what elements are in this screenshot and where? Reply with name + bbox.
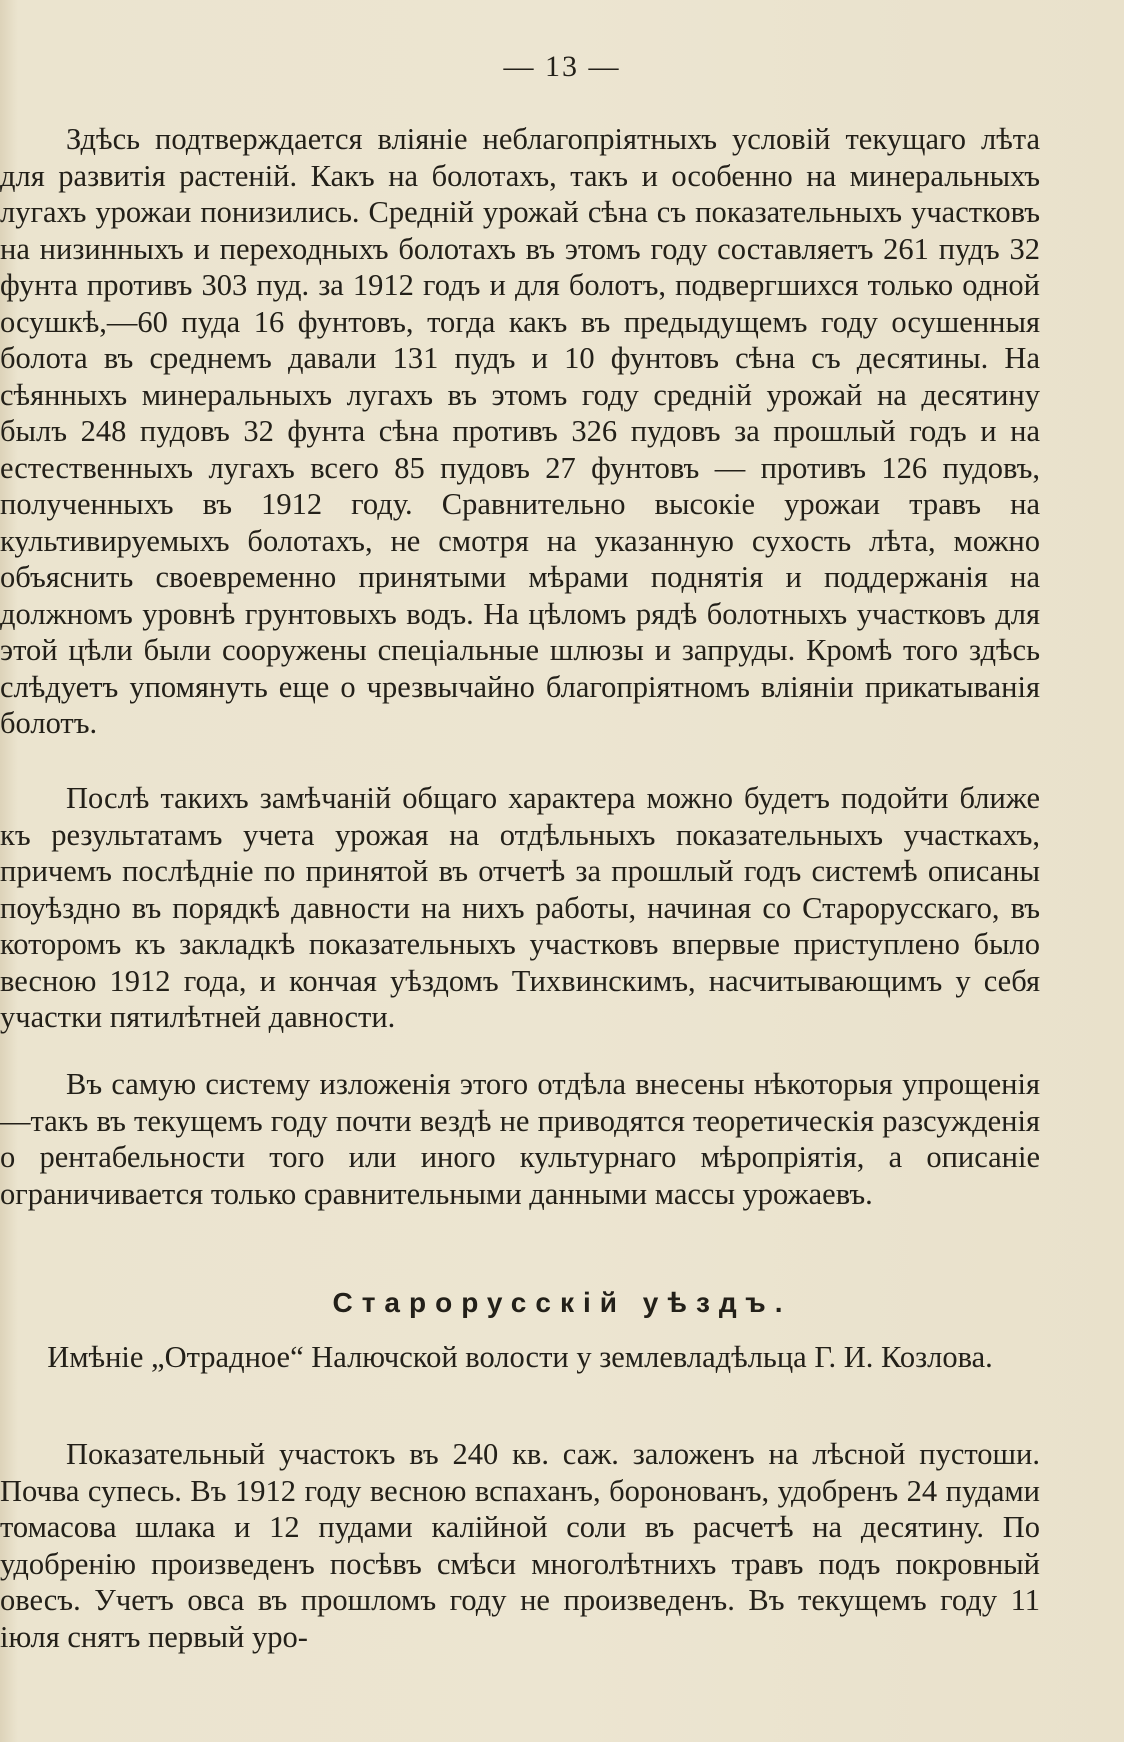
paragraph-estate-plot: Показательный участокъ въ 240 кв. саж. заложенъ на лѣсной пустоши. Почва супесь. Въ 1912 году весною вспаханъ, боронованъ, удобренъ 24 пудами томасова шлака и 12 пудами калійной соли въ расчетѣ на десятину. По удобренію произведенъ посѣвъ смѣси многолѣтнихъ травъ подъ покровный овесъ. Учетъ овса въ прошломъ году не произведенъ. Въ текущемъ году 11 іюля снятъ первый уро-	[0, 1437, 1040, 1654]
paragraph-results-approach: Послѣ такихъ замѣчаній общаго характера можно будетъ подойти ближе къ результатамъ учета урожая на отдѣльныхъ показательныхъ участкахъ, причемъ послѣдніе по принятой въ отчетѣ за прошлый годъ системѣ описаны поуѣздно въ порядкѣ давности на нихъ работы, начиная со Старорусскаго, въ которомъ къ закладкѣ показательныхъ участковъ впервые приступлено было весною 1912 года, и кончая уѣздомъ Тихвинскимъ, насчитывающимъ у себя участки пятилѣтней давности.	[0, 781, 1040, 1034]
page-number: — 13 —	[503, 50, 621, 83]
paragraph-yield-overview: Здѣсь подтверждается вліяніе неблагопріятныхъ условій текущаго лѣта для развитія растеній. Какъ на болотахъ, такъ и особенно на минеральныхъ лугахъ урожаи понизились. Средній урожай сѣна съ показательныхъ участковъ на низинныхъ и переходныхъ болотахъ въ этомъ году составляетъ 261 пудъ 32 фунта противъ 303 пуд. за 1912 годъ и для болотъ, подвергшихся только одной осушкѣ,—60 пуда 16 фунтовъ, тогда какъ въ предыдущемъ году осушенныя болота въ среднемъ давали 131 пудъ и 10 фунтовъ сѣна съ десятины. На сѣянныхъ минеральныхъ лугахъ въ этомъ году средній урожай на десятину былъ 248 пудовъ 32 фунта сѣна противъ 326 пудовъ за прошлый годъ и на естественныхъ лугахъ всего 85 пудовъ 27 фунтовъ — противъ 126 пудовъ, полученныхъ въ 1912 году. Сравнительно высокіе урожаи травъ на культивируемыхъ болотахъ, не смотря на указанную сухость лѣта, можно объяснить своевременно принятыми мѣрами поднятія и поддержанія на должномъ уровнѣ грунтовыхъ водъ. На цѣломъ рядѣ болотныхъ участковъ для этой цѣли были сооружены спеціальные шлюзы и запруды. Кромѣ того здѣсь слѣдуетъ упомянуть еще о чрезвычайно благопріятномъ вліяніи прикатыванія болотъ.	[0, 122, 1040, 740]
estate-title: Имѣніе „Отрадное“ Налючской волости у землевладѣльца Г. И. Козлова.	[47, 1340, 993, 1374]
section-heading: Старорусскій уѣздъ.	[332, 1287, 792, 1318]
paragraph-simplifications: Въ самую систему изложенія этого отдѣла внесены нѣкоторыя упрощенія—такъ въ текущемъ году почти вездѣ не приводятся теоретическія разсужденія о рентабельности того или иного культурнаго мѣропріятія, а описаніе ограничивается только сравнительными данными массы урожаевъ.	[0, 1067, 1040, 1211]
